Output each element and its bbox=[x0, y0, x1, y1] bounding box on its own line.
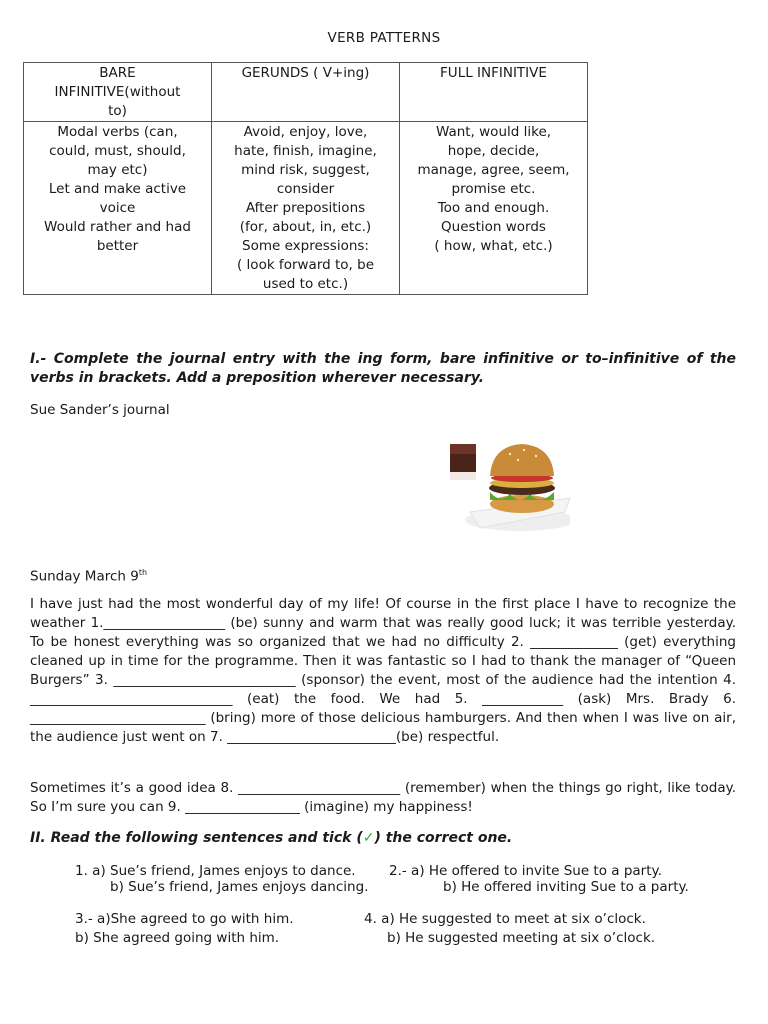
journal-paragraph-2: Sometimes it’s a good idea 8. ________________________ (remember) when the things go right, like today. So I’m sure you can 9. _________________ (imagine) my happiness! bbox=[30, 780, 736, 815]
verb-patterns-table bbox=[23, 62, 588, 295]
cell-full-infinitive: Want, would like, hope, decide, manage, agree, seem, promise etc. Too and enough. Question words ( how, what, etc.) bbox=[400, 122, 588, 295]
question-2a: 2.- a) He offered to invite Sue to a party. bbox=[389, 863, 662, 879]
exercise-2-heading: II. Read the following sentences and tick (✓) the correct one. bbox=[30, 830, 513, 846]
cell-bare-infinitive: Modal verbs (can, could, must, should, may etc) Let and make active voice Would rather and had better bbox=[24, 122, 212, 295]
hamburger-image bbox=[440, 432, 570, 532]
question-4a: 4. a) He suggested to meet at six o’clock. bbox=[364, 911, 646, 927]
page-title: VERB PATTERNS bbox=[327, 30, 441, 46]
question-1b: b) Sue’s friend, James enjoys dancing. bbox=[110, 879, 369, 895]
journal-paragraph-1: I have just had the most wonderful day of my life! Of course in the first place I have to recognize the weather 1.__________________ (be) sunny and warm that was really good luck; it was terrible yesterday. To be honest everything was so organized that we had no difficulty 2. _____________ (get) everything cleaned up in time for the programme. Then it was fantastic so I had to thank the manager of “Queen Burgers” 3. ___________________________ (sponsor) the event, most of the audience had the intention 4. ______________________________ (eat) the food. We had 5. ____________ (ask) Mrs. Brady 6. __________________________ (bring) more of those delicious hamburgers. And then when I was live on air, the audience just went on 7. _________________________(be) respectful. bbox=[30, 596, 736, 745]
header-bare-infinitive: BARE INFINITIVE(without to) bbox=[24, 63, 212, 122]
question-1a: 1. a) Sue’s friend, James enjoys to dance. bbox=[75, 863, 356, 879]
question-4b: b) He suggested meeting at six o’clock. bbox=[387, 930, 656, 946]
exercise-1-heading: I.- Complete the journal entry with the ing form, bare infinitive or to–infinitive of the verbs in brackets. Add a preposition wherever necessary. bbox=[30, 351, 736, 386]
journal-date: Sunday March 9th bbox=[30, 568, 148, 585]
question-3a: 3.- a)She agreed to go with him. bbox=[75, 911, 294, 927]
header-full-infinitive: FULL INFINITIVE bbox=[400, 63, 588, 122]
journal-title: Sue Sander’s journal bbox=[30, 402, 170, 418]
question-3b: b) She agreed going with him. bbox=[75, 930, 280, 946]
header-gerunds: GERUNDS ( V+ing) bbox=[212, 63, 400, 122]
check-icon: ✓ bbox=[362, 830, 375, 846]
cell-gerunds: Avoid, enjoy, love, hate, finish, imagine, mind risk, suggest, consider After prepositions (for, about, in, etc.) Some expressions: ( look forward to, be used to etc.) bbox=[212, 122, 400, 295]
question-2b: b) He offered inviting Sue to a party. bbox=[443, 879, 689, 895]
